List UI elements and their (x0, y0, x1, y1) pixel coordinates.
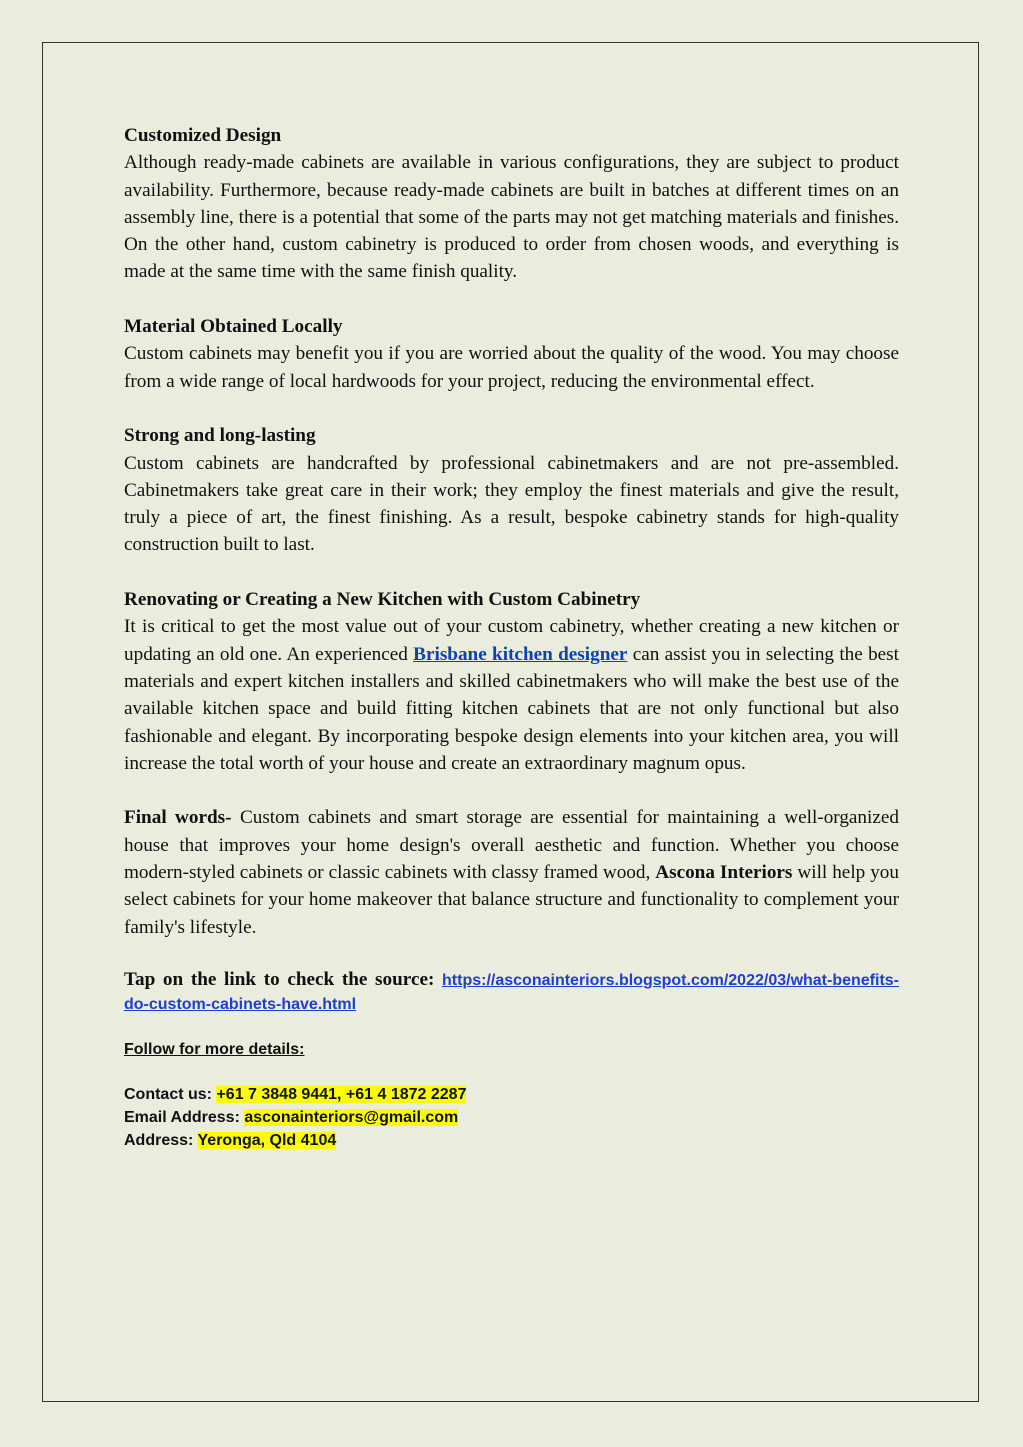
source-line (124, 968, 899, 1016)
section-material-local (124, 313, 899, 395)
document-content (124, 122, 899, 1152)
section-body: Custom cabinets may benefit you if you are worried about the quality of the wood. You may choose from a wide range of local hardwoods for your project, reducing the environmental effect. (124, 343, 899, 392)
final-words-text-before: Custom cabinets and smart storage are essential for maintaining a well-organized house that improves your home design's overall aesthetic and function. Whether you choose modern-styled cabinets or classic cabinets with classy framed wood, (124, 807, 899, 884)
section-heading: Strong and long-lasting (124, 425, 316, 447)
follow-heading: Follow for more details: (124, 1041, 305, 1059)
final-words-paragraph (124, 804, 899, 940)
email-address: asconainteriors@gmail.com (244, 1109, 459, 1127)
section-final-words (124, 804, 899, 940)
final-words-text-after: will help you select cabinets for your home makeover that balance structure and functionality to complement your family's lifestyle. (124, 862, 899, 938)
section-heading: Material Obtained Locally (124, 316, 343, 338)
source-url-link[interactable]: https://asconainteriors.blogspot.com/2022/03/what-benefits-do-custom-cabinets-have.html (124, 972, 900, 1014)
brand-name: Ascona Interiors (655, 862, 793, 884)
section-body-before: It is critical to get the most value out of your custom cabinetry, whether creating a new kitchen or updating an old one. An experienced (124, 616, 899, 665)
section-renovating (124, 586, 899, 777)
section-heading: Customized Design (124, 125, 282, 146)
section-body: Custom cabinets are handcrafted by professional cabinetmakers and are not pre-assembled. Cabinetmakers take great care in their work; they employ the finest materials and give the result, truly a piece of art, the finest finishing. As a result, bespoke cabinetry stands for high-quality construction built to last. (124, 452, 899, 556)
contact-phone-line (124, 1083, 899, 1106)
section-body (124, 613, 899, 777)
final-words-label: Final words- (124, 807, 232, 829)
document-page (42, 42, 979, 1402)
section-body: Although ready-made cabinets are available in various configurations, they are subject to product availability. Furthermore, because ready-made cabinets are built in batches at different times on an assembly line, there is a potential that some of the parts may not get matching materials and finishes. On the other hand, custom cabinetry is produced to order from chosen woods, and everything is made at the same time with the same finish quality. (124, 152, 899, 283)
section-customized-design (124, 122, 899, 286)
address-label: Address: (124, 1132, 194, 1150)
street-address: Yeronga, Qld 4104 (197, 1132, 337, 1150)
source-label: Tap on the link to check the source: (124, 969, 435, 991)
section-heading: Renovating or Creating a New Kitchen with Custom Cabinetry (124, 589, 641, 611)
phone-label: Contact us: (124, 1086, 212, 1104)
brisbane-kitchen-designer-link[interactable]: Brisbane kitchen designer (413, 643, 628, 665)
email-label: Email Address: (124, 1109, 240, 1127)
section-body-after: can assist you in selecting the best materials and expert kitchen installers and skilled cabinetmakers who will make the best use of the available kitchen space and build fitting kitchen cabinets that are not only functional but also fashionable and elegant. By incorporating bespoke design elements into your kitchen area, you will increase the total worth of your house and create an extraordinary magnum opus. (124, 643, 899, 774)
contact-address-line (124, 1129, 899, 1152)
phone-numbers: +61 7 3848 9441, +61 4 1872 2287 (216, 1086, 467, 1104)
section-strong-long-lasting (124, 422, 899, 558)
contact-email-line (124, 1106, 899, 1129)
